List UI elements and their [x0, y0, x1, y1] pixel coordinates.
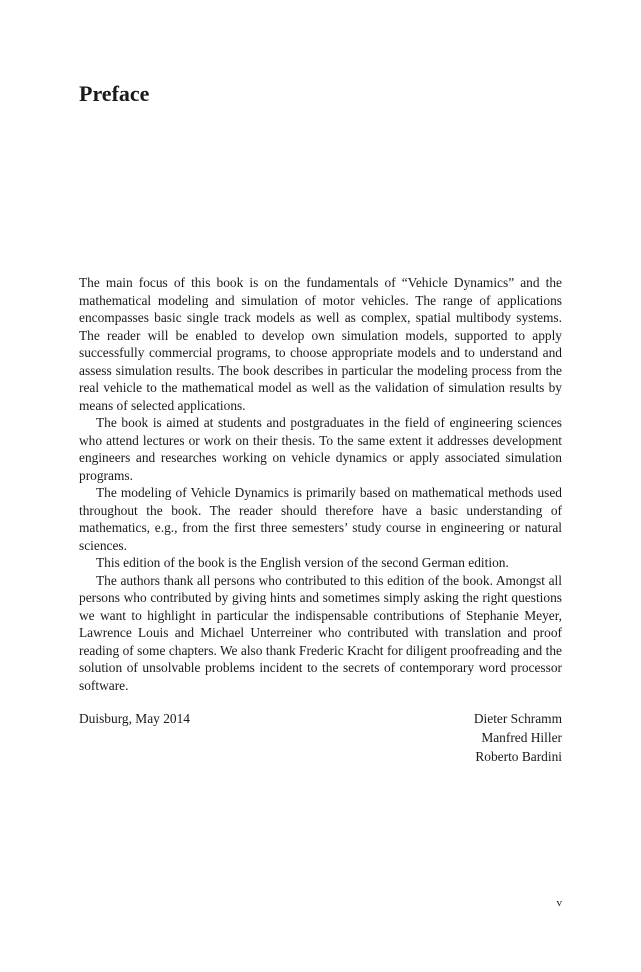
paragraph-acknowledgements: The authors thank all persons who contributed to this edition of the book. Amongst all persons who contributed by giving hints and sometimes simply asking the right questions we want to highlight in particular the indispensable contributions of Stephanie Meyer, Lawrence Louis and Michael Unterreiner who contributed with translation and proof reading of some chapters. We also thank Frederic Kracht for diligent proofreading and the solution of unsolvable problems incident to the secrets of contemporary word processor software.	[79, 572, 562, 693]
author-name: Dieter Schramm	[473, 711, 562, 726]
author-name: Manfred Hiller	[481, 730, 562, 745]
place-date: Duisburg, May 2014	[79, 711, 190, 726]
author-list	[474, 709, 562, 766]
paragraph-prerequisites: The modeling of Vehicle Dynamics is primarily based on mathematical methods used throughout the book. The reader should therefore have a basic understanding of mathematics, e.g., from the first three semesters’ study course in engineering or natural sciences.	[79, 485, 562, 553]
page-number: v	[556, 897, 562, 909]
paragraph-edition: This edition of the book is the English version of the second German edition.	[96, 555, 509, 570]
page-title: Preface	[79, 81, 150, 106]
preface-body	[79, 274, 562, 694]
paragraph-audience: The book is aimed at students and postgraduates in the field of engineering sciences who attend lectures or work on their thesis. To the same extent it addresses development engineers and researches working on vehicle dynamics or apply associated simulation programs.	[79, 415, 562, 483]
author-name: Roberto Bardini	[475, 749, 562, 764]
paragraph-main-focus: The main focus of this book is on the fundamentals of “Vehicle Dynamics” and the mathematical modeling and simulation of motor vehicles. The range of applications encompasses basic single track models as well as complex, spatial multibody systems. The reader will be enabled to develop own simulation models, supported to apply successfully commercial programs, to choose appropriate models and to understand and assess simulation results. The book describes in particular the modeling process from the real vehicle to the mathematical model as well as the validation of simulation results by means of selected applications.	[79, 275, 562, 413]
